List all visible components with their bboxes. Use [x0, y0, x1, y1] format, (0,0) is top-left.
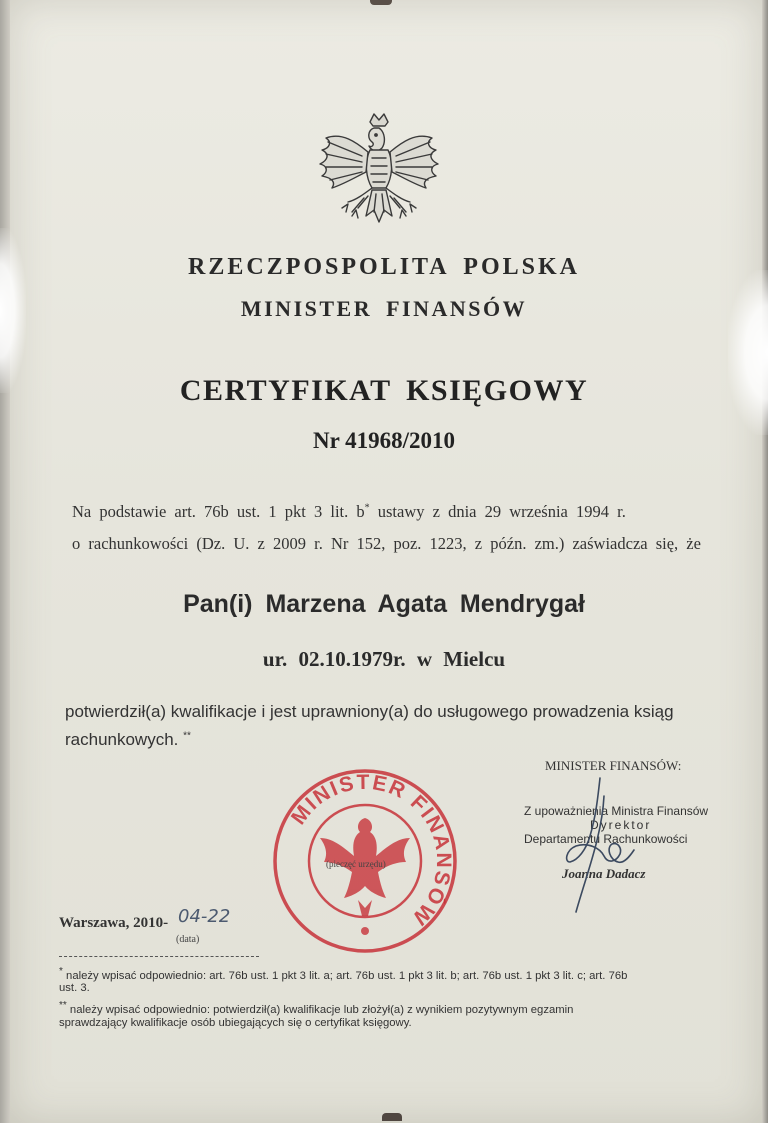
confirmation-line-1: potwierdził(a) kwalifikacje i jest uprawniony(a) do usługowego prowadzenia ksiąg: [65, 702, 674, 721]
holder-name: Pan(i) Marzena Agata Mendrygał: [183, 590, 585, 618]
footnote-1-line-2: ust. 3.: [59, 982, 90, 994]
footnote-2-line-2: sprawdzający kwalifikacje osób ubiegających się o certyfikat księgowy.: [59, 1017, 412, 1029]
legal-basis-text-end: ustawy z dnia 29 września 1994 r.: [369, 502, 626, 521]
holder-birth: ur. 02.10.1979r. w Mielcu: [262, 647, 506, 671]
confirmation-line-2: [65, 730, 191, 750]
frame-hook-top: [370, 0, 392, 5]
footnote-2-line-1: [59, 1000, 573, 1016]
certificate-number: Nr 41968/2010: [312, 428, 456, 453]
seal-ring-text: MINISTER FINANSÓW: [286, 770, 456, 931]
handwritten-signature: [560, 776, 640, 916]
frame-hook-bottom: [382, 1113, 402, 1121]
signatory-authority: Z upoważnienia Ministra Finansów: [524, 804, 709, 818]
white-eagle-emblem-icon: [312, 112, 446, 236]
footnote-1-mark: *: [59, 966, 63, 977]
footnote-ref-2: **: [183, 730, 191, 742]
frame-right-edge: [762, 0, 768, 1123]
signatory-heading: MINISTER FINANSÓW:: [545, 758, 682, 773]
certificate-title: CERTYFIKAT KSIĘGOWY: [179, 374, 589, 407]
footnote-divider: [59, 956, 259, 957]
signatory-name: Joanna Dadacz: [562, 866, 646, 881]
ministry-heading: MINISTER FINANSÓW: [240, 296, 528, 321]
signatory-role: Dyrektor: [590, 818, 652, 832]
footnote-2-text: należy wpisać odpowiednio: potwierdził(a) kwalifikacje lub złożył(a) z wynikiem pozytywnym egzamin: [66, 1003, 574, 1016]
footnote-ref-1: *: [364, 502, 370, 514]
footnote-1-line-1: [59, 966, 627, 982]
confirmation-text: rachunkowych.: [65, 730, 179, 749]
state-heading: RZECZPOSPOLITA POLSKA: [188, 254, 580, 280]
date-caption: (data): [176, 934, 200, 945]
legal-basis-line-2: o rachunkowości (Dz. U. z 2009 r. Nr 152, poz. 1223, z późn. zm.) zaświadcza się, że: [72, 534, 701, 553]
legal-basis-text-start: Na podstawie art. 76b ust. 1 pkt 3 lit. b: [72, 502, 365, 521]
footnote-1-text: należy wpisać odpowiednio: art. 76b ust. 1 pkt 3 lit. a; art. 76b ust. 1 pkt 3 lit. b; art. 76b ust. 1 pkt 3 lit. c; art. 76b: [62, 969, 628, 982]
frame-left-edge: [0, 0, 10, 1123]
footnote-2-mark: **: [59, 1000, 67, 1011]
seal-center-label: (pieczęć urzędu): [326, 859, 386, 869]
glass-glare-right: [728, 270, 768, 435]
signatory-department: Departamentu Rachunkowości: [524, 832, 688, 846]
legal-basis-line-1: [72, 502, 626, 522]
handwritten-date: 04-22: [178, 906, 231, 927]
issue-place-date: Warszawa, 2010-: [59, 915, 169, 931]
